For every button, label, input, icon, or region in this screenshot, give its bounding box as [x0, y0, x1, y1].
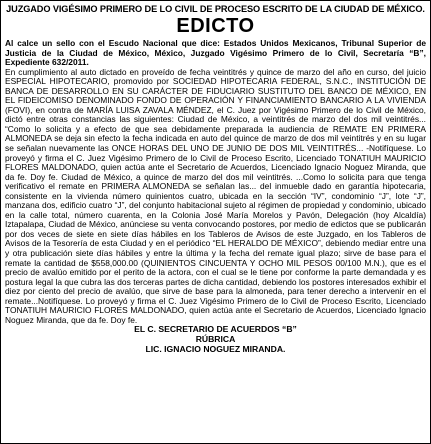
signature-block — [5, 325, 426, 354]
notice-body: En cumplimiento al auto dictado en proveído de fecha veintitrés y quince de marzo del año en curso, del juicio ESPECIAL HIPOTECARIO, promovido por SOCIEDAD HIPOTECARIA FEDERAL, S.N.C., INSTITUCIÓN DE BANCA DE DESARROLLO EN SU CARÁCTER DE FIDUCIARIO SUSTITUTO DEL BANCO DE MÉXICO, EN EL FIDEICOMISO DENOMINADO FONDO DE OPERACIÓN Y FINANCIAMIENTO BANCARIO A LA VIVIENDA (FOVI), en contra de MARÍA LUISA ZAVALA MÉNDEZ, el C. Juez por Vigésimo Primero de lo Civil de México, dictó entre otras constancias las siguientes: Ciudad de México, a veintitrés de marzo del dos mil veintitrés... “Como lo solicita y a efecto de que sea debidamente preparada la audiencia de REMATE EN PRIMERA ALMONEDA se deja sin efecto la fecha indicada en auto del quince de marzo de dos mil veintitrés y en su lugar se señalan nuevamente las ONCE HORAS DEL UNO DE JUNIO DE DOS MIL VEINTITRÉS... -Notifíquese. Lo proveyó y firma el C. Juez Vigésimo Primero de lo Civil de Proceso Escrito, Licenciado TONATIUH MAURICIO FLORES MALDONADO, quien actúa ante el Secretario de Acuerdos, Licenciado Ignacio Noguez Miranda, que da fe. Doy fe. Ciudad de México, a quince de marzo del dos mil veintitrés. ...Como lo solicita para que tenga verificativo el remate en PRIMERA ALMONEDA se señalan las... del inmueble dado en garantía hipotecaria, consistente en la vivienda número quinientos cuatro, ubicada en la sección “IV”, condominio “J”, lote “J”, manzana dos, edificio cuatro “J”, del conjunto habitacional sujeto al régimen de propiedad y condominio, ubicado en la calle total, número cuarenta, en la Colonia José María Morelos y Pavón, Delegación (hoy Alcaldía) Iztapalapa, Ciudad de México, anúnciese su venta convocando postores, por medio de edictos que se publicarán por dos veces de siete en siete días hábiles en los Tableros de Avisos de este Juzgado, en los Tableros de Avisos de la Tesorería de esta Ciudad y en el periódico “EL HERALDO DE MÉXICO”, debiendo mediar entre una y otra publicación siete días hábiles y entre la última y la fecha del remate igual plazo; sirve de base para el remate la cantidad de $558,000.00 (QUINIENTOS CINCUENTA Y OCHO MIL PESOS 00/100 M.N.), que es el precio de avalúo emitido por el perito de la actora, con el cual se le tiene por conforme la parte demandada y es postura legal la que cubra las dos terceras partes de dicha cantidad, debiendo los postores interesados exhibir el diez por ciento del precio de avalúo, que sirve de base para la almoneda, para tener derecho a intervenir en el remate...Notifíquese. Lo proveyó y firma el C. Juez Vigésimo Primero de lo Civil de Proceso Escrito, Licenciado TONATIUH MAURICIO FLORES MALDONADO, quien actúa ante el Secretario de Acuerdos, Licenciado Ignacio Noguez Miranda, que da fe. Doy fe. — [5, 66, 426, 325]
seal-description: Al calce un sello con el Escudo Nacional que dice: Estados Unidos Mexicanos, Tribunal Superior de Justicia de la Ciudad de México, México, Juzgado Vigésimo Primero de lo Civil, Secretaría “B”, Expediente 632/2011. — [5, 38, 426, 68]
signature-title: EL C. SECRETARIO DE ACUERDOS “B” — [134, 324, 297, 335]
court-header: JUZGADO VIGÉSIMO PRIMERO DE LO CIVIL DE PROCESO ESCRITO DE LA CIUDAD DE MÉXICO. — [6, 4, 425, 14]
signature-rubric: RÚBRICA — [195, 334, 236, 345]
signature-name: LIC. IGNACIO NOGUEZ MIRANDA. — [145, 344, 286, 354]
notice-title: EDICTO — [176, 15, 255, 37]
